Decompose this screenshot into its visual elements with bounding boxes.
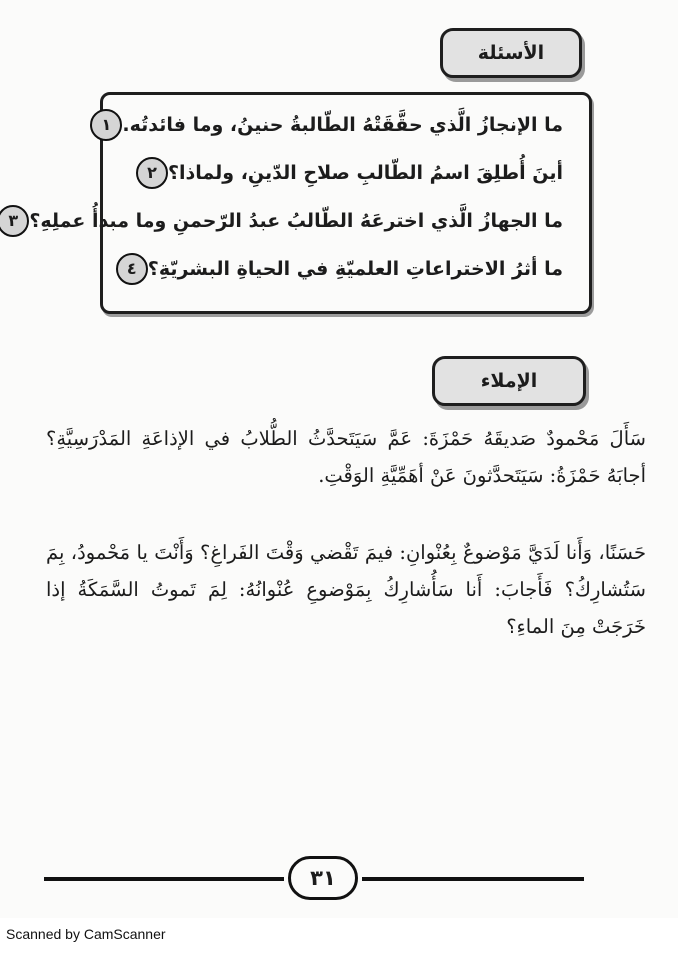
question-item [0, 201, 573, 241]
question-text: ما الإنجازُ الَّذي حقَّقَتْهُ الطّالبةُ حنينُ، وما فائدتُه. [122, 114, 563, 136]
dictation-heading: الإملاء [432, 356, 586, 406]
footer-rule-right [362, 877, 584, 881]
question-number: ٣ [0, 205, 29, 237]
question-text: أينَ أُطلِقَ اسمُ الطّالبِ صلاحِ الدّينِ، ولماذا؟ [167, 162, 563, 184]
question-item [90, 105, 573, 145]
question-item [136, 153, 573, 193]
questions-heading: الأسئلة [440, 28, 582, 78]
page-number: ٣١ [288, 856, 358, 900]
dictation-paragraph: سَأَلَ مَحْمودٌ صَديقَهُ حَمْزَةَ: عَمَّ سَيَتَحدَّثُ الطُّلابُ في الإذاعَةِ المَدْرَسِيَّةِ؟ أجابَهُ حَمْزَةُ: سَيَتَحدَّثونَ عَنْ أهَمِّيَّةِ الوَقْتِ. [46, 427, 646, 487]
question-item [116, 249, 573, 289]
question-number: ٤ [116, 253, 148, 285]
question-text: ما الجهازُ الَّذي اخترعَهُ الطّالبُ عبدُ الرّحمنِ وما مبدأُ عملِهِ؟ [29, 210, 563, 232]
question-number: ١ [90, 109, 122, 141]
dictation-paragraph: حَسَنًا، وَأَنا لَدَيَّ مَوْضوعٌ بِعُنْوانِ: فيمَ تَقْضي وَقْتَ الفَراغِ؟ وَأَنْتَ يا مَحْمودُ، بِمَ سَتُشارِكُ؟ فَأَجابَ: أَنا سَأُشارِكُ بِمَوْضوعِ عُنْوانُهُ: لِمَ تَموتُ السَّمَكَةُ إذا خَرَجَتْ مِنَ الماءِ؟ [46, 541, 646, 638]
question-text: ما أثرُ الاختراعاتِ العلميّةِ في الحياةِ البشريّةِ؟ [147, 258, 563, 280]
question-number: ٢ [136, 157, 168, 189]
footer-rule-left [44, 877, 284, 881]
camscanner-watermark: Scanned by CamScanner [6, 926, 166, 942]
questions-box [8, 92, 592, 314]
